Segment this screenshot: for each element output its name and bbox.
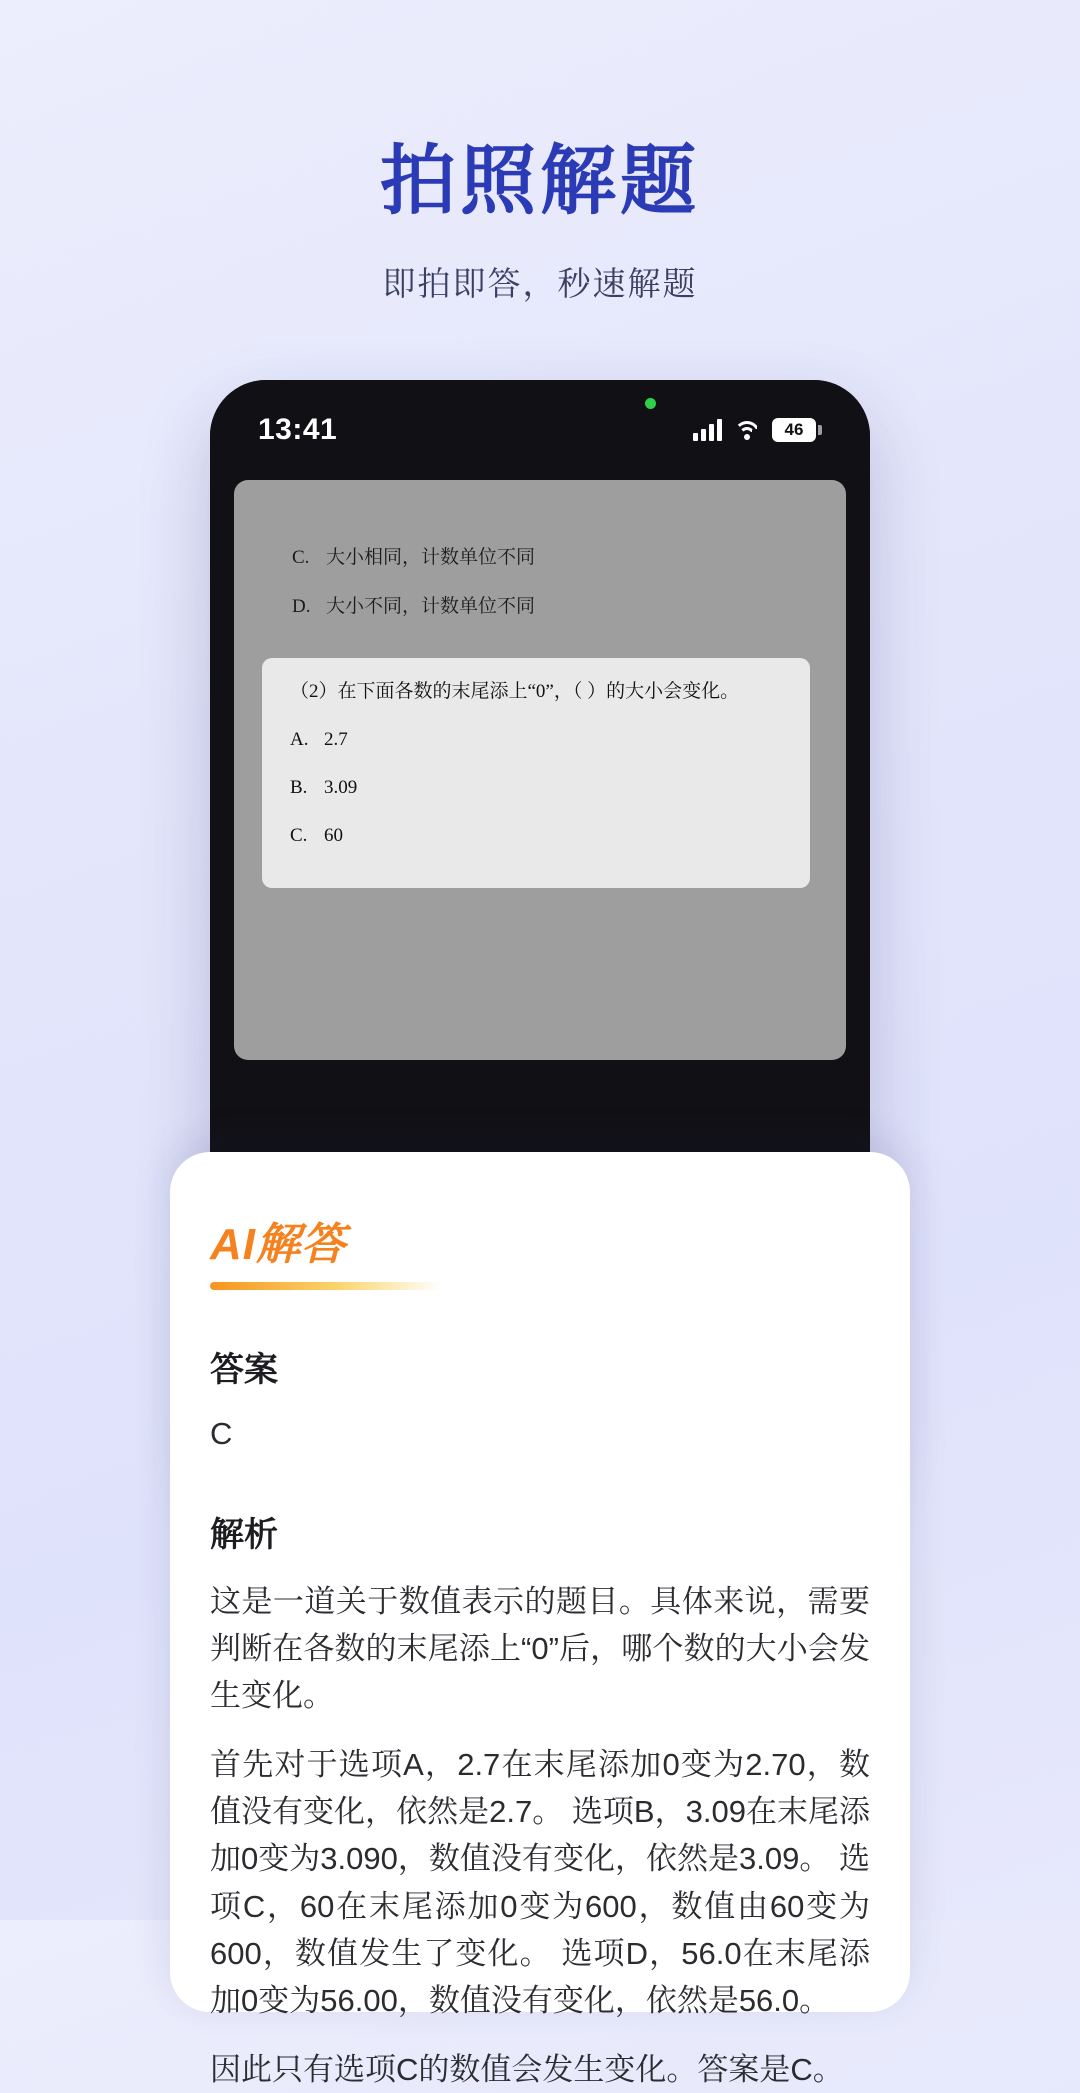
option-text: 3.09 — [324, 777, 358, 798]
promo-header — [0, 140, 1080, 305]
status-icons — [693, 418, 822, 442]
page-subtitle: 即拍即答，秒速解题 — [382, 264, 698, 302]
option-text: 2.7 — [324, 729, 348, 750]
analysis-heading: 解析 — [210, 1515, 278, 1554]
option-label: D. — [292, 596, 311, 617]
signal-bars-icon — [693, 419, 722, 441]
battery-level: 46 — [772, 418, 816, 442]
battery-icon — [772, 418, 822, 442]
analysis-paragraph: 首先对于选项A，2.7在末尾添加0变为2.70，数值没有变化，依然是2.7。 选项B，3.09在末尾添加0变为3.090，数值没有变化，依然是3.09。 选项C，60在末尾添加0变为600，数值由60变为600，数值发生了变化。 选项D，56.0在末尾添加0变为56.00，数值没有变化，依然是56.0。 — [210, 1747, 870, 2018]
option-label: B. — [290, 777, 308, 798]
document-line — [292, 597, 812, 616]
analysis-paragraph: 这是一道关于数值表示的题目。具体来说，需要判断在各数的末尾添上“0”后，哪个数的大小会发生变化。 — [210, 1583, 870, 1714]
question-option — [290, 825, 782, 847]
document-preview[interactable] — [234, 480, 846, 1060]
question-option — [290, 729, 782, 751]
title-underline — [210, 1282, 442, 1290]
status-time: 13:41 — [258, 413, 338, 446]
phone-screen — [210, 380, 870, 2087]
status-bar — [210, 402, 870, 458]
option-text: 大小相同，计数单位不同 — [326, 547, 536, 568]
ai-answer-card[interactable] — [170, 1152, 910, 2087]
ai-answer-title: AI解答 — [210, 1220, 346, 1269]
option-text: 大小不同，计数单位不同 — [326, 596, 536, 617]
option-label: C. — [292, 547, 310, 568]
question-text: （2）在下面各数的末尾添上“0”，（ ）的大小会变化。 — [290, 681, 740, 702]
option-label: A. — [290, 729, 309, 750]
option-label: C. — [290, 825, 308, 846]
document-line — [292, 548, 812, 567]
analysis-paragraph: 因此只有选项C的数值会发生变化。答案是C。 — [210, 2051, 844, 2087]
phone-mockup — [210, 380, 870, 2087]
page-title: 拍照解题 — [380, 139, 700, 224]
wifi-icon — [734, 420, 760, 440]
answer-value: C — [210, 1416, 233, 1451]
question-option — [290, 777, 782, 799]
selected-question-box[interactable] — [262, 658, 810, 888]
option-text: 60 — [324, 825, 343, 846]
answer-heading: 答案 — [210, 1351, 278, 1389]
document-text — [292, 548, 812, 646]
